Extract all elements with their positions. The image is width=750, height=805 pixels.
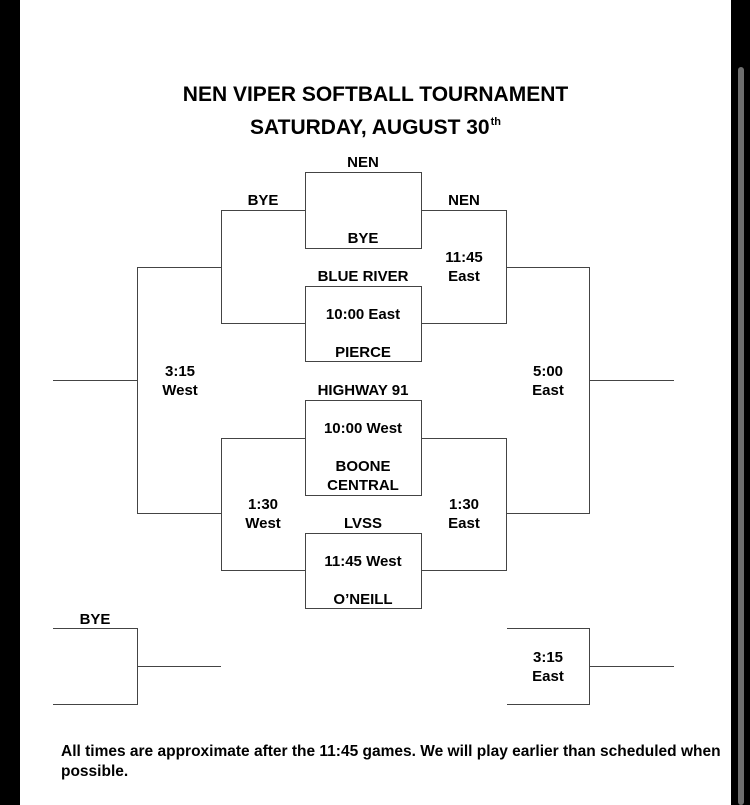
line-left-semi-out [53, 380, 137, 381]
title-line-2: SATURDAY, AUGUST 30 [250, 116, 490, 139]
line-game3-left [305, 533, 306, 609]
line-bottom-right-top [507, 628, 590, 629]
left-mid-time [245, 495, 281, 533]
line-left-upper-vert [221, 210, 222, 324]
footer-note: All times are approximate after the 11:45 games. We will play earlier than scheduled when possible. [61, 743, 721, 780]
team-pierce: PIERCE [335, 344, 391, 361]
line-left-semi-vert [137, 267, 138, 514]
nen-field: East [448, 268, 480, 285]
line-left-upper-bottom [221, 323, 305, 324]
line-right-lower-top [422, 438, 507, 439]
line-boone-central [305, 495, 422, 496]
team-boone-central: BOONE CENTRAL [327, 458, 399, 494]
nen-time: 11:45 [445, 249, 483, 266]
game1-time: 10:00 East [325, 306, 401, 323]
team-bye-bottom: BYE [79, 611, 111, 628]
team-blue-river: BLUE RIVER [317, 268, 409, 285]
line-nen-bye-left [305, 172, 306, 249]
line-game2-left [305, 400, 306, 496]
team-oneill: O’NEILL [333, 591, 393, 608]
consolation-time [532, 648, 564, 686]
line-left-lower-vert [221, 438, 222, 571]
team-bye-left: BYE [247, 192, 279, 209]
line-left-lower-top [221, 438, 305, 439]
game-time-nen [445, 248, 483, 286]
line-blue-river [305, 286, 422, 287]
tournament-title [20, 82, 731, 108]
line-left-lower-bottom [221, 570, 305, 571]
consolation-time-value: 3:15 [532, 649, 564, 666]
final-time-value: 5:00 [532, 363, 564, 380]
line-game1-left [305, 286, 306, 362]
line-right-final-out [590, 380, 674, 381]
line-nen [305, 172, 422, 173]
left-mid-time-value: 1:30 [247, 496, 279, 513]
date-suffix: th [490, 116, 501, 128]
line-game1-right [421, 286, 422, 362]
line-right-lower-bottom [422, 570, 507, 571]
team-highway91: HIGHWAY 91 [317, 382, 409, 399]
right-mid-field: East [448, 515, 480, 532]
left-semi-time-value: 3:15 [164, 363, 196, 380]
line-highway91 [305, 400, 422, 401]
line-right-final-vert [589, 267, 590, 514]
line-right-lower-vert [506, 438, 507, 571]
right-mid-time [448, 495, 480, 533]
line-right-upper-bottom [422, 323, 507, 324]
line-left-semi-top [137, 267, 221, 268]
team-nen: NEN [347, 154, 379, 171]
left-semi-time [162, 362, 198, 400]
line-left-bye [221, 210, 305, 211]
team-bye-top: BYE [347, 230, 379, 247]
line-bottom-right-out [590, 666, 674, 667]
right-mid-time-value: 1:30 [448, 496, 480, 513]
game3-time: 11:45 West [324, 553, 402, 570]
line-bottom-right-bottom [507, 704, 590, 705]
line-bye [305, 248, 422, 249]
line-left-semi-bottom [137, 513, 221, 514]
team-lvss: LVSS [343, 515, 383, 532]
line-bottom-left-bottom [53, 704, 137, 705]
final-time [532, 362, 564, 400]
final-field: East [532, 382, 564, 399]
line-bottom-left-out [137, 666, 221, 667]
tournament-date [20, 109, 731, 141]
line-lvss [305, 533, 422, 534]
line-right-nen [422, 210, 507, 211]
consolation-field: East [532, 668, 564, 685]
line-game3-right [421, 533, 422, 609]
team-nen-advance: NEN [448, 192, 480, 209]
line-right-final-bottom [507, 513, 590, 514]
title-line-1: NEN VIPER SOFTBALL TOURNAMENT [182, 83, 569, 106]
game2-time: 10:00 West [323, 420, 403, 437]
left-semi-field: West [162, 382, 198, 399]
scrollbar-thumb[interactable] [738, 67, 744, 805]
line-game2-right [421, 400, 422, 496]
left-mid-field: West [245, 515, 281, 532]
line-right-final-top [507, 267, 590, 268]
